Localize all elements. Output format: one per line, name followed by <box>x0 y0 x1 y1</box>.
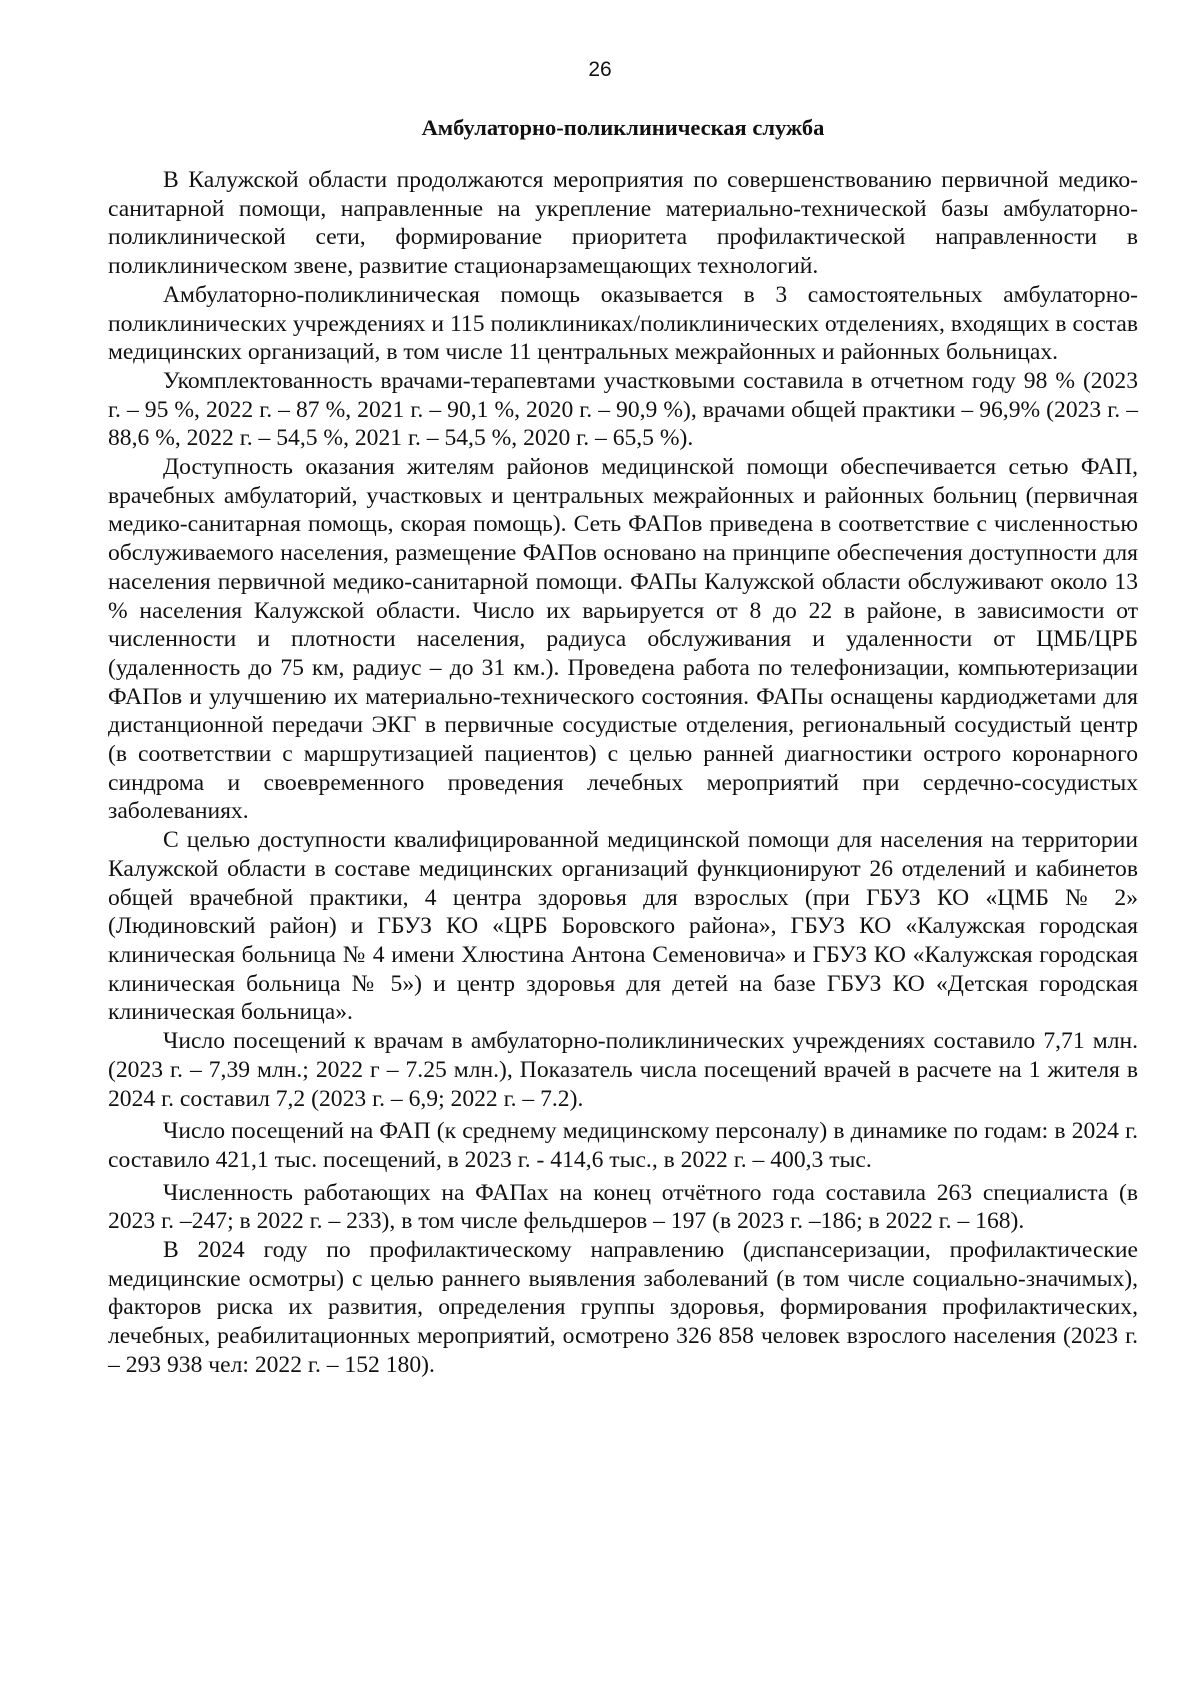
paragraph-fap-visits: Число посещений на ФАП (к среднему медицинскому персоналу) в динамике по годам: в 2024 г. составило 421,1 тыс. посещений, в 2023 г. - 414,6 тыс., в 2022 г. – 400,3 тыс. <box>108 1118 1138 1173</box>
paragraph-fap-staff: Численность работающих на ФАПах на конец отчётного года составила 263 специалиста (в 2023 г. –247; в 2022 г. – 233), в том числе фельдшеров – 197 (в 2023 г. –186; в 2022 г. – 168). <box>108 1179 1138 1235</box>
paragraph-visits: Число посещений к врачам в амбулаторно-поликлинических учреждениях составило 7,71 млн. (2023 г. – 7,39 млн.; 2022 г – 7.25 млн.), Показатель числа посещений врачей в расчете на 1 жителя в 2024 г. составил 7,2 (2023 г. – 6,9; 2022 г. – 7.2). <box>108 1028 1138 1112</box>
paragraph-intro: В Калужской области продолжаются мероприятия по совершенствованию первичной медико-санитарной помощи, направленные на укрепление материально-технической базы амбулаторно-поликлинической сети, формирование приоритета профилактической направленности в поликлиническом звене, развитие стационарзамещающих технологий. <box>108 167 1138 280</box>
paragraph-prevention: В 2024 году по профилактическому направлению (диспансеризации, профилактические медицинские осмотры) с целью раннего выявления заболеваний (в том числе социально-значимых), факторов риска их развития, определения группы здоровья, формирования профилактических, лечебных, реабилитационных мероприятий, осмотрено 326 858 человек взрослого населения (2023 г. – 293 938 чел: 2022 г. – 152 180). <box>108 1237 1138 1378</box>
page-number: 26 <box>588 58 612 81</box>
paragraph-fap-availability: Доступность оказания жителям районов медицинской помощи обеспечивается сетью ФАП, врачебных амбулаторий, участковых и центральных межрайонных и районных больниц (первичная медико-санитарная помощь, скорая помощь). Сеть ФАПов приведена в соответствие с численностью обслуживаемого населения, размещение ФАПов основано на принципе обеспечения доступности для населения первичной медико-санитарной помощи. ФАПы Калужской области обслуживают около 13 % населения Калужской области. Число их варьируется от 8 до 22 в районе, в зависимости от численности и плотности населения, радиуса обслуживания и удаленности от ЦМБ/ЦРБ (удаленность до 75 км, радиус – до 31 км.). Проведена работа по телефонизации, компьютеризации ФАПов и улучшению их материально-технического состояния. ФАПы оснащены кардиоджетами для дистанционной передачи ЭКГ в первичные сосудистые отделения, региональный сосудистый центр (в соответствии с маршрутизацией пациентов) с целью ранней диагностики острого коронарного синдрома и своевременного проведения лечебных мероприятий при сердечно-сосудистых заболеваниях. <box>108 454 1138 825</box>
paragraph-health-centers: С целью доступности квалифицированной медицинской помощи для населения на территории Калужской области в составе медицинских организаций функционируют 26 отделений и кабинетов общей врачебной практики, 4 центра здоровья для взрослых (при ГБУЗ КО «ЦМБ № 2» (Людиновский район) и ГБУЗ КО «ЦРБ Боровского района», ГБУЗ КО «Калужская городская клиническая больница № 4 имени Хлюстина Антона Семеновича» и ГБУЗ КО «Калужская городская клиническая больница № 5») и центр здоровья для детей на базе ГБУЗ КО «Детская городская клиническая больница». <box>108 827 1138 1026</box>
section-heading: Амбулаторно-поликлиническая служба <box>421 115 825 140</box>
paragraph-staffing: Укомплектованность врачами-терапевтами участковыми составила в отчетном году 98 % (2023 г. – 95 %, 2022 г. – 87 %, 2021 г. – 90,1 %, 2020 г. – 90,9 %), врачами общей практики – 96,9% (2023 г. – 88,6 %, 2022 г. – 54,5 %, 2021 г. – 54,5 %, 2020 г. – 65,5 %). <box>108 367 1138 452</box>
paragraph-outpatient-network: Амбулаторно-поликлиническая помощь оказывается в 3 самостоятельных амбулаторно-поликлинических учреждениях и 115 поликлиниках/поликлинических отделениях, входящих в состав медицинских организаций, в том числе 11 центральных межрайонных и районных больницах. <box>108 281 1138 366</box>
body-text <box>108 166 1138 1380</box>
